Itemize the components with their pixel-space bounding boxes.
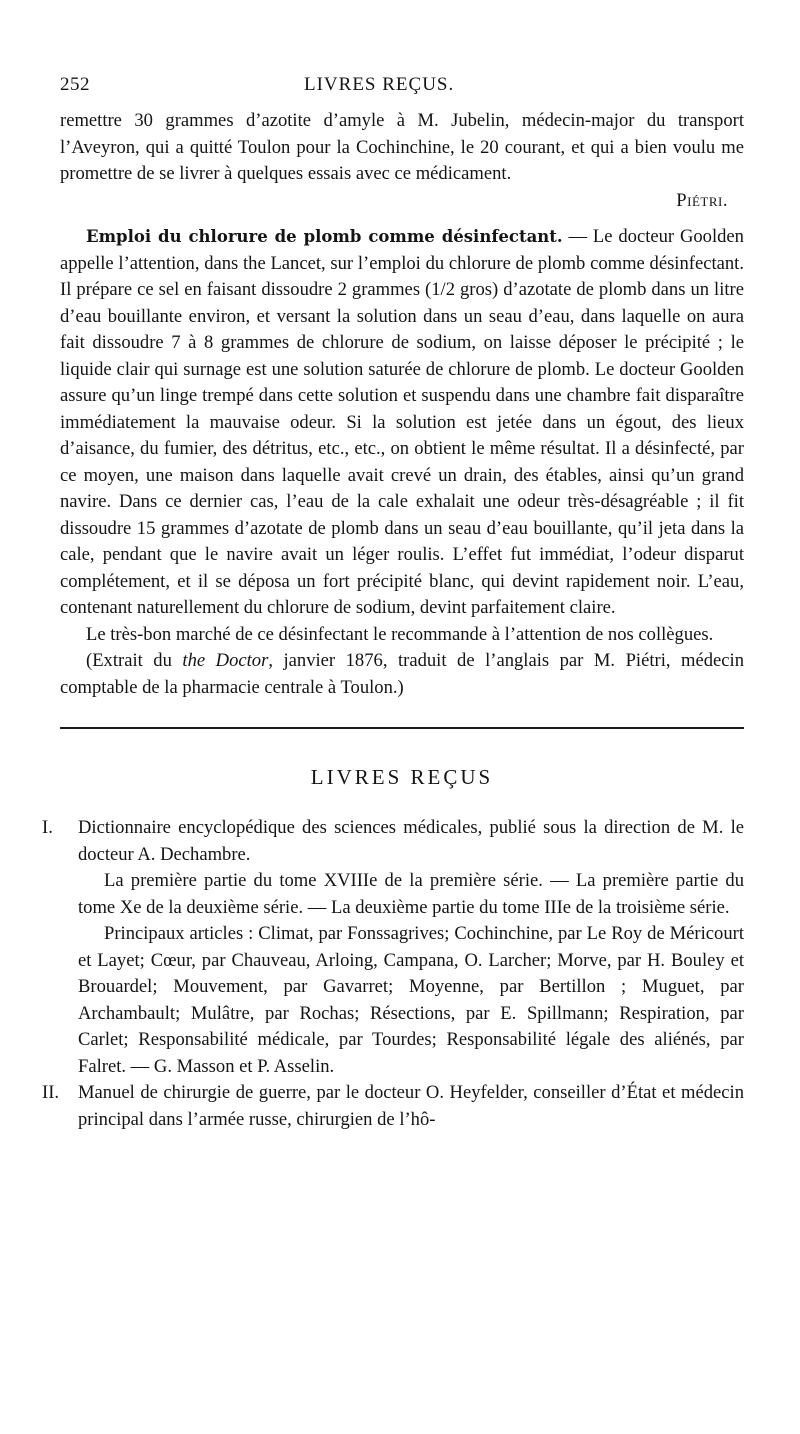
article-closing-paragraph: Le très-bon marché de ce désinfectant le recommande à l’attention de nos collègues. xyxy=(86,623,714,645)
entry-number: I. xyxy=(42,817,53,838)
book-entry xyxy=(42,815,744,1080)
article-paragraph xyxy=(60,224,744,622)
intro-paragraph: remettre 30 grammes d’azotite d’amyle à M. Jubelin, médecin-major du transport l’Aveyron, qui a quitté Toulon pour la Cochinchine, le 20 courant, et qui a bien voulu me promettre de se livrer à quelques essais avec ce médicament. xyxy=(60,110,744,184)
entry-number: II. xyxy=(42,1082,60,1103)
source-suffix: , janvier 1876, traduit de l’anglais par M. Piétri, médecin comptable de la pharmacie centrale à Toulon.) xyxy=(60,650,744,698)
page-number: 252 xyxy=(60,74,90,95)
source-prefix: (Extrait du xyxy=(86,650,183,671)
running-title: LIVRES REÇUS. xyxy=(304,74,455,95)
page xyxy=(42,74,744,1133)
intro-signoff xyxy=(60,188,744,215)
book-entry xyxy=(42,1080,744,1133)
source-title: the Doctor xyxy=(182,650,269,671)
entry-body xyxy=(78,815,744,1080)
entry-paragraph: Principaux articles : Climat, par Fonssagrives; Cochinchine, par Le Roy de Méricourt et Layet; Cœur, par Chauveau, Arloing, Campana, O. Larcher; Morve, par H. Bouley et Brouardel; Mouvement, par Gavarret; Moyenne, par Bertillon ; Muguet, par Archambault; Mulâtre, par Rochas; Résections, par E. Spillmann; Respiration, par Carlet; Responsabilité médicale, par Tourdes; Responsabilité légale des aliénés, par Falret. — G. Masson et P. Asselin. xyxy=(78,923,744,1077)
article-heading: Emploi du chlorure de plomb comme désinfectant. xyxy=(86,227,563,246)
running-head xyxy=(60,74,744,108)
article-source-note xyxy=(60,648,744,701)
section-divider xyxy=(60,727,744,729)
entry-body xyxy=(78,1080,744,1133)
entry-title: Dictionnaire encyclopédique des sciences médicales, publié sous la direction de M. le docteur A. Dechambre. xyxy=(78,817,744,865)
entry-title: Manuel de chirurgie de guerre, par le docteur O. Heyfelder, conseiller d’État et médecin principal dans l’armée russe, chirurgien de l’hô- xyxy=(78,1082,744,1130)
entry-paragraph: La première partie du tome XVIIIe de la première série. — La première partie du tome Xe de la deuxième série. — La deuxième partie du tome IIIe de la troisième série. xyxy=(78,870,744,918)
section-title: LIVRES REÇUS xyxy=(310,765,494,789)
author-signature: Piétri. xyxy=(676,189,728,211)
article-body: — Le docteur Goolden appelle l’attention, dans the Lancet, sur l’emploi du chlorure de plomb comme désinfectant. Il prépare ce sel en faisant dissoudre 2 grammes (1/2 gros) d’azotate de plomb dans un litre d’eau bouillante environ, et versant la solution dans un seau d’eau, dans laquelle on aura fait dissoudre 7 à 8 grammes de chlorure de sodium, on laisse déposer le précipité ; le liquide clair qui surnage est une solution saturée de chlorure de plomb. Le docteur Goolden assure qu’un linge trempé dans cette solution et suspendu dans une chambre fait disparaître immédiatement la mauvaise odeur. Si la solution est jetée dans un égout, des lieux d’aisance, du fumier, des détritus, etc., etc., on obtient le même résultat. Il a désinfecté, par ce moyen, une maison dans laquelle avait crevé un drain, des étables, ainsi qu’un grand navire. Dans ce dernier cas, l’eau de la cale exhalait une odeur très-désagréable ; il fit dissoudre 15 grammes d’azotate de plomb dans un seau d’eau bouillante, qu’il jeta dans la cale, pendant que le navire avait un léger roulis. L’effet fut immédiat, l’odeur disparut complétement, et il se déposa un fort précipité blanc, qui devint rapidement noir. L’eau, contenant naturellement du chlorure de sodium, devint parfaitement claire. xyxy=(60,226,744,618)
